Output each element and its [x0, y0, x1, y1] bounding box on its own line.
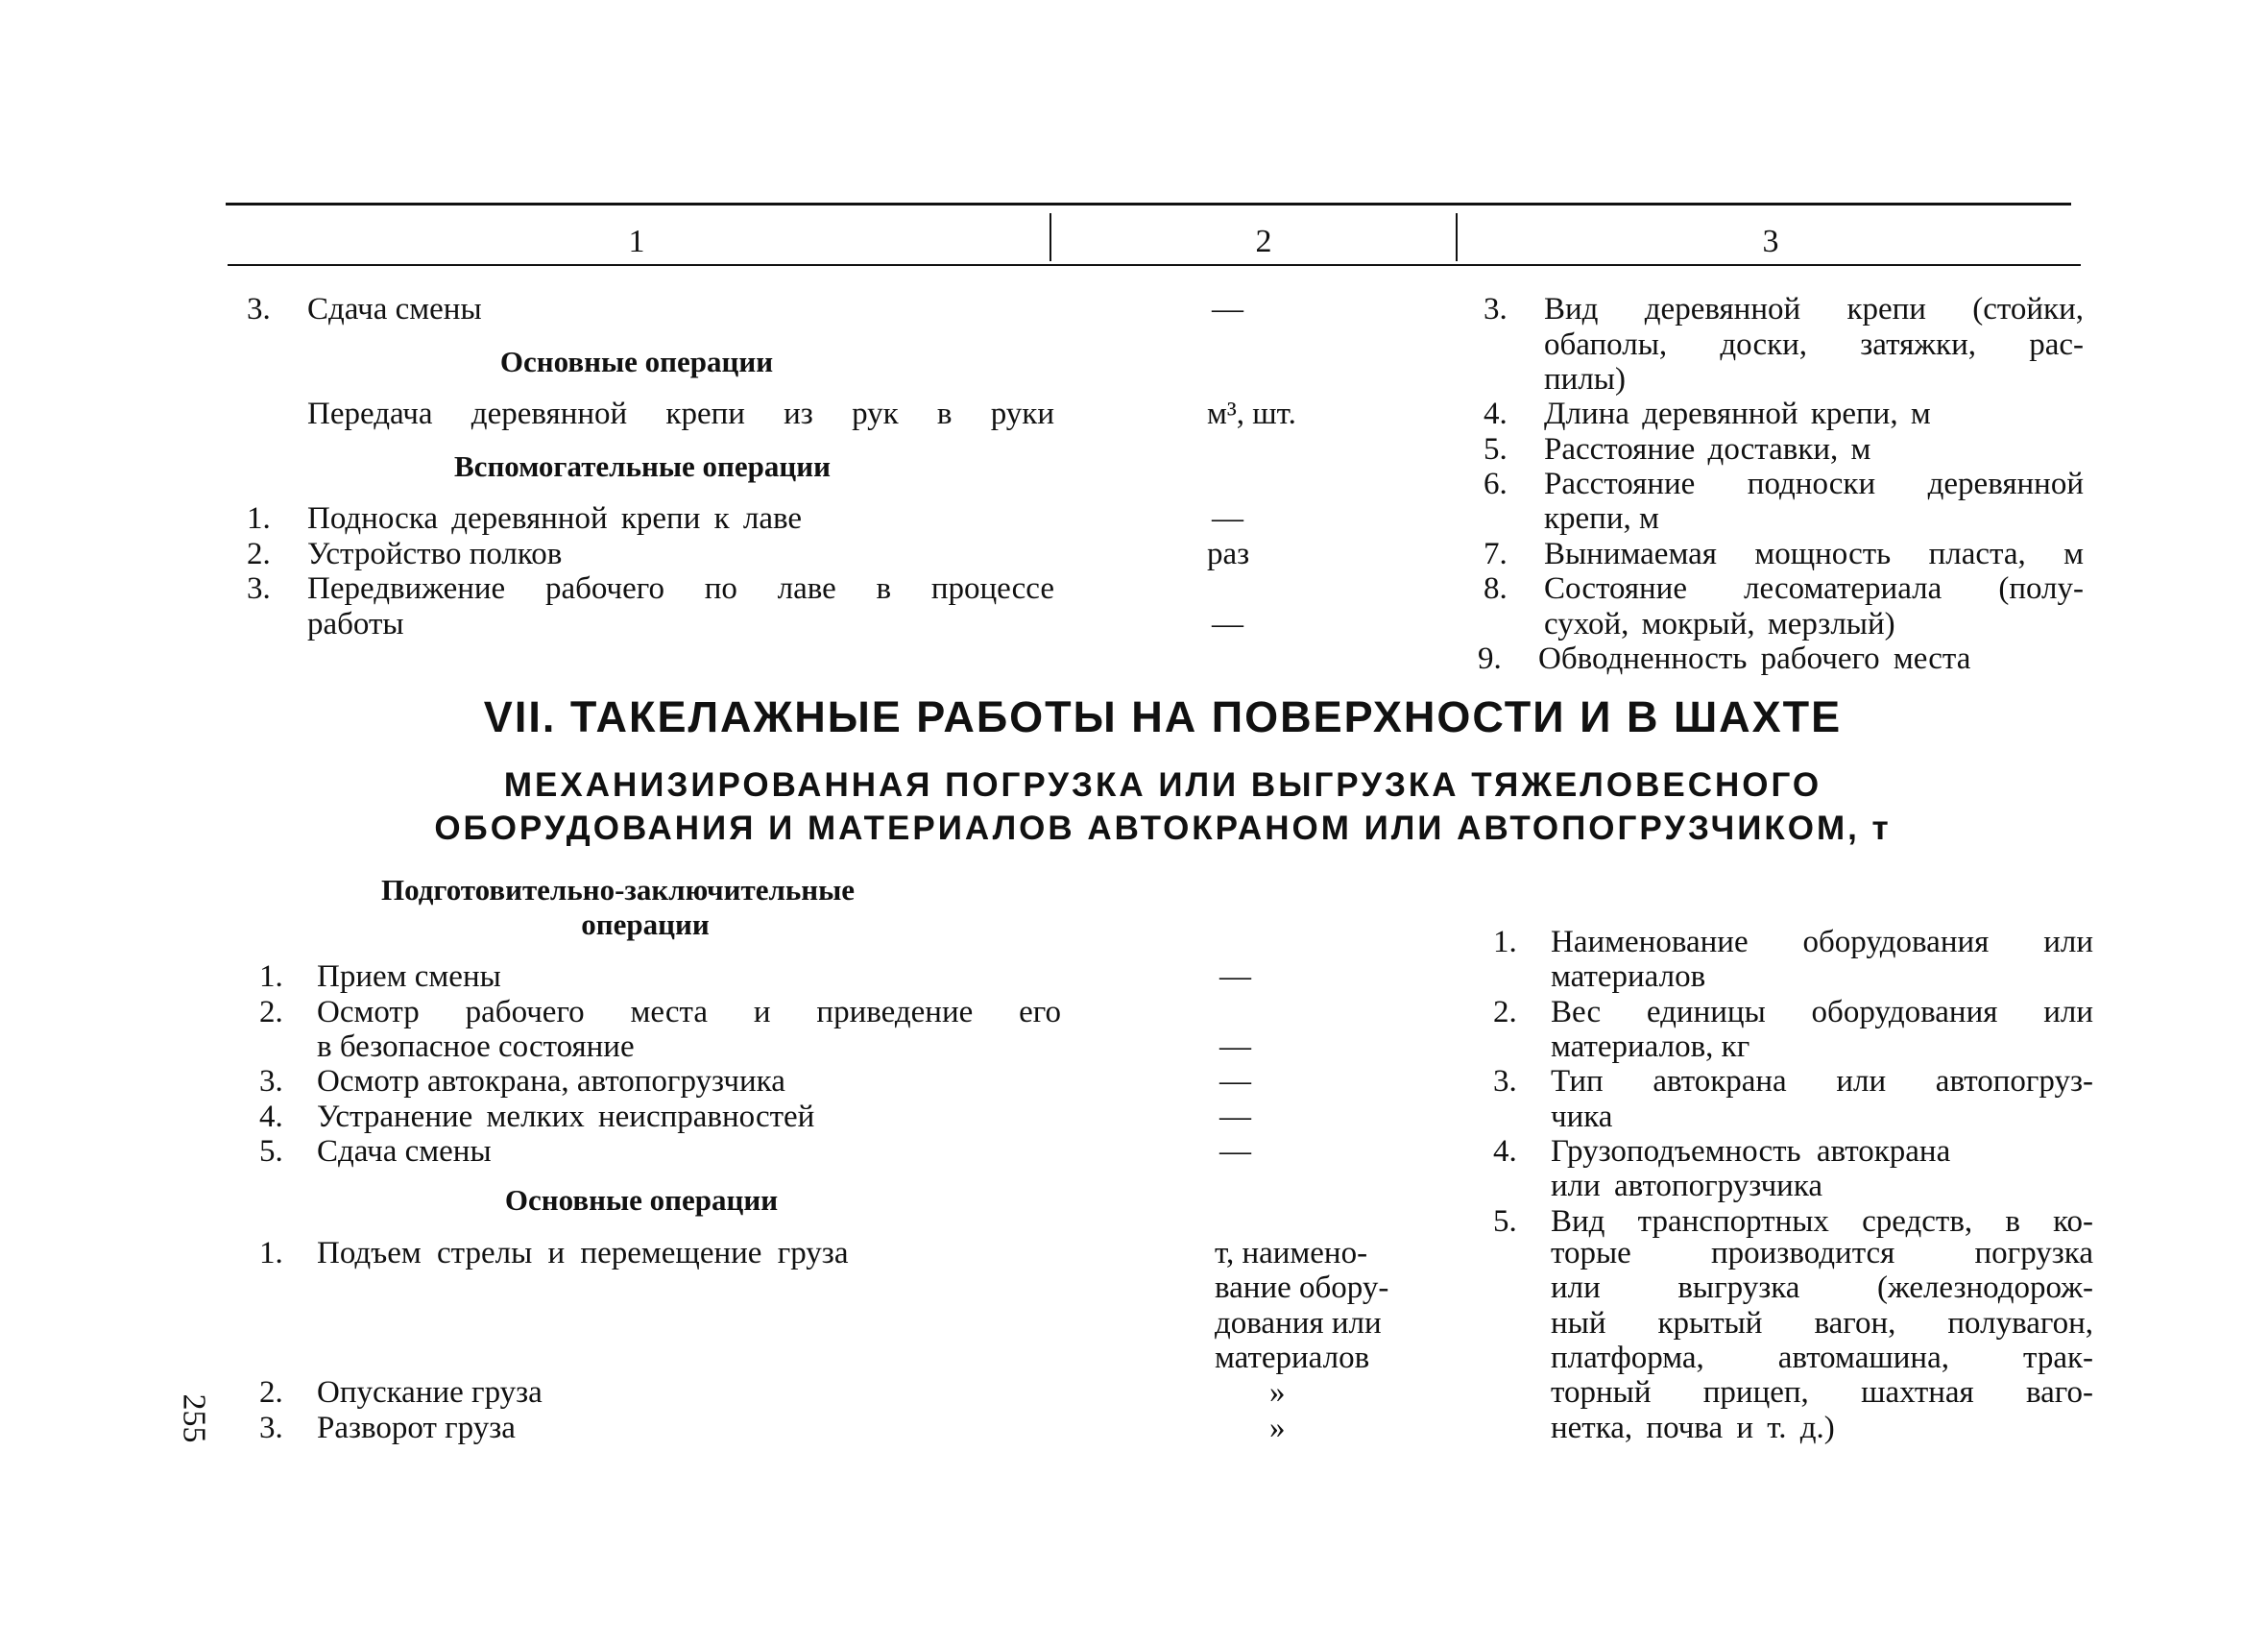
factor-text: или выгрузка (железнодорож- [1551, 1270, 2093, 1305]
factor-number: 9. [1478, 641, 1502, 676]
factor-text: крепи, м [1544, 501, 1659, 536]
subsection-title-line: МЕХАНИЗИРОВАННАЯ ПОГРУЗКА ИЛИ ВЫГРУЗКА ТЯЖЕЛОВЕСНОГО [503, 766, 1822, 804]
item-number: 5. [259, 1134, 283, 1169]
unit: — [1219, 959, 1251, 994]
factor-number: 4. [1484, 397, 1508, 431]
column-divider [1050, 213, 1051, 261]
unit: т, наимено- [1215, 1236, 1368, 1270]
subheading-main-operations: Основные операции [499, 345, 774, 378]
item-number: 1. [247, 501, 271, 536]
factor-number: 8. [1484, 571, 1508, 606]
unit: — [1212, 607, 1243, 641]
operation-text: Сдача смены [307, 292, 482, 327]
unit: — [1219, 1029, 1251, 1064]
column-header-1: 1 [628, 224, 645, 259]
unit: » [1269, 1411, 1286, 1445]
operation-text: Устройство полков [307, 537, 563, 571]
item-number: 1. [259, 1236, 283, 1270]
unit: материалов [1215, 1341, 1370, 1375]
item-number: 1. [259, 959, 283, 994]
factor-text: Грузоподъемность автокрана [1551, 1134, 1951, 1169]
item-number: 3. [247, 571, 271, 606]
operation-text: Осмотр автокрана, автопогрузчика [317, 1064, 785, 1099]
factor-text: чика [1551, 1100, 1613, 1134]
subheading-prep-operations: операции [581, 907, 710, 941]
factor-text: сухой, мокрый, мерзлый) [1544, 607, 1895, 641]
unit: — [1219, 1134, 1251, 1169]
top-rule [226, 203, 2071, 206]
operation-text: Подноска деревянной крепи к лаве [307, 501, 803, 536]
subheading-prep-operations: Подготовительно-заключительные [381, 873, 856, 907]
unit: — [1212, 292, 1243, 327]
unit: — [1212, 501, 1243, 536]
factor-text: ный крытый вагон, полувагон, [1551, 1306, 2093, 1341]
item-number: 2. [259, 995, 283, 1029]
operation-text: Осмотр рабочего места и приведение его [317, 995, 1061, 1029]
factor-number: 3. [1493, 1064, 1517, 1099]
item-number: 2. [259, 1375, 283, 1410]
factor-number: 5. [1493, 1204, 1517, 1239]
factor-text: Вид деревянной крепи (стойки, [1544, 292, 2084, 327]
factor-text: торые производится погрузка [1551, 1236, 2093, 1270]
operation-text: работы [307, 607, 404, 641]
factor-text: торный прицеп, шахтная ваго- [1551, 1375, 2093, 1410]
subheading-aux-operations: Вспомогательные операции [454, 449, 831, 483]
header-bottom-rule [228, 264, 2081, 266]
factor-text: или автопогрузчика [1551, 1169, 1823, 1203]
operation-text: Передвижение рабочего по лаве в процессе [307, 571, 1054, 606]
factor-number: 3. [1484, 292, 1508, 327]
item-number: 3. [259, 1064, 283, 1099]
operation-text: Передача деревянной крепи из рук в руки [307, 397, 1054, 431]
factor-text: Состояние лесоматериала (полу- [1544, 571, 2084, 606]
operation-text: в безопасное состояние [317, 1029, 635, 1064]
factor-text: пилы) [1544, 362, 1626, 397]
column-header-2: 2 [1255, 224, 1272, 259]
unit: — [1219, 1064, 1251, 1099]
operation-text: Устранение мелких неисправностей [317, 1100, 815, 1134]
factor-text: нетка, почва и т. д.) [1551, 1411, 1835, 1445]
factor-text: Расстояние доставки, м [1544, 432, 1871, 467]
page-number: 255 [176, 1393, 212, 1443]
subheading-main-operations: Основные операции [504, 1183, 779, 1217]
unit: » [1269, 1375, 1286, 1410]
factor-text: Обводненность рабочего места [1538, 641, 1971, 676]
operation-text: Опускание груза [317, 1375, 543, 1410]
column-divider [1456, 213, 1458, 261]
factor-text: обаполы, доски, затяжки, рас- [1544, 327, 2084, 362]
factor-text: Длина деревянной крепи, м [1544, 397, 1931, 431]
factor-number: 6. [1484, 467, 1508, 501]
item-number: 3. [259, 1411, 283, 1445]
factor-text: Расстояние подноски деревянной [1544, 467, 2084, 501]
operation-text: Сдача смены [317, 1134, 492, 1169]
unit: дования или [1215, 1306, 1382, 1341]
factor-number: 4. [1493, 1134, 1517, 1169]
factor-number: 7. [1484, 537, 1508, 571]
factor-text: платформа, автомашина, трак- [1551, 1341, 2093, 1375]
factor-text: материалов [1551, 959, 1706, 994]
unit: м³, шт. [1207, 397, 1296, 431]
unit: вание обору- [1215, 1270, 1389, 1305]
factor-text: Тип автокрана или автопогруз- [1551, 1064, 2093, 1099]
column-header-3: 3 [1762, 224, 1779, 259]
unit: раз [1207, 537, 1250, 571]
subsection-title-line: ОБОРУДОВАНИЯ И МАТЕРИАЛОВ АВТОКРАНОМ ИЛИ АВТОПОГРУЗЧИКОМ, т [434, 810, 1892, 847]
factor-text: Вес единицы оборудования или [1551, 995, 2093, 1029]
operation-text: Разворот груза [317, 1411, 516, 1445]
factor-number: 5. [1484, 432, 1508, 467]
operation-text: Прием смены [317, 959, 501, 994]
factor-number: 2. [1493, 995, 1517, 1029]
factor-text: Вид транспортных средств, в ко- [1551, 1204, 2093, 1239]
operation-text: Подъем стрелы и перемещение груза [317, 1236, 849, 1270]
item-number: 4. [259, 1100, 283, 1134]
unit: — [1219, 1100, 1251, 1134]
item-number: 3. [247, 292, 271, 327]
factor-text: Вынимаемая мощность пласта, м [1544, 537, 2084, 571]
item-number: 2. [247, 537, 271, 571]
factor-text: Наименование оборудования или [1551, 925, 2093, 959]
factor-number: 1. [1493, 925, 1517, 959]
section-title: VII. ТАКЕЛАЖНЫЕ РАБОТЫ НА ПОВЕРХНОСТИ И В ШАХТЕ [483, 692, 1843, 741]
factor-text: материалов, кг [1551, 1029, 1750, 1064]
